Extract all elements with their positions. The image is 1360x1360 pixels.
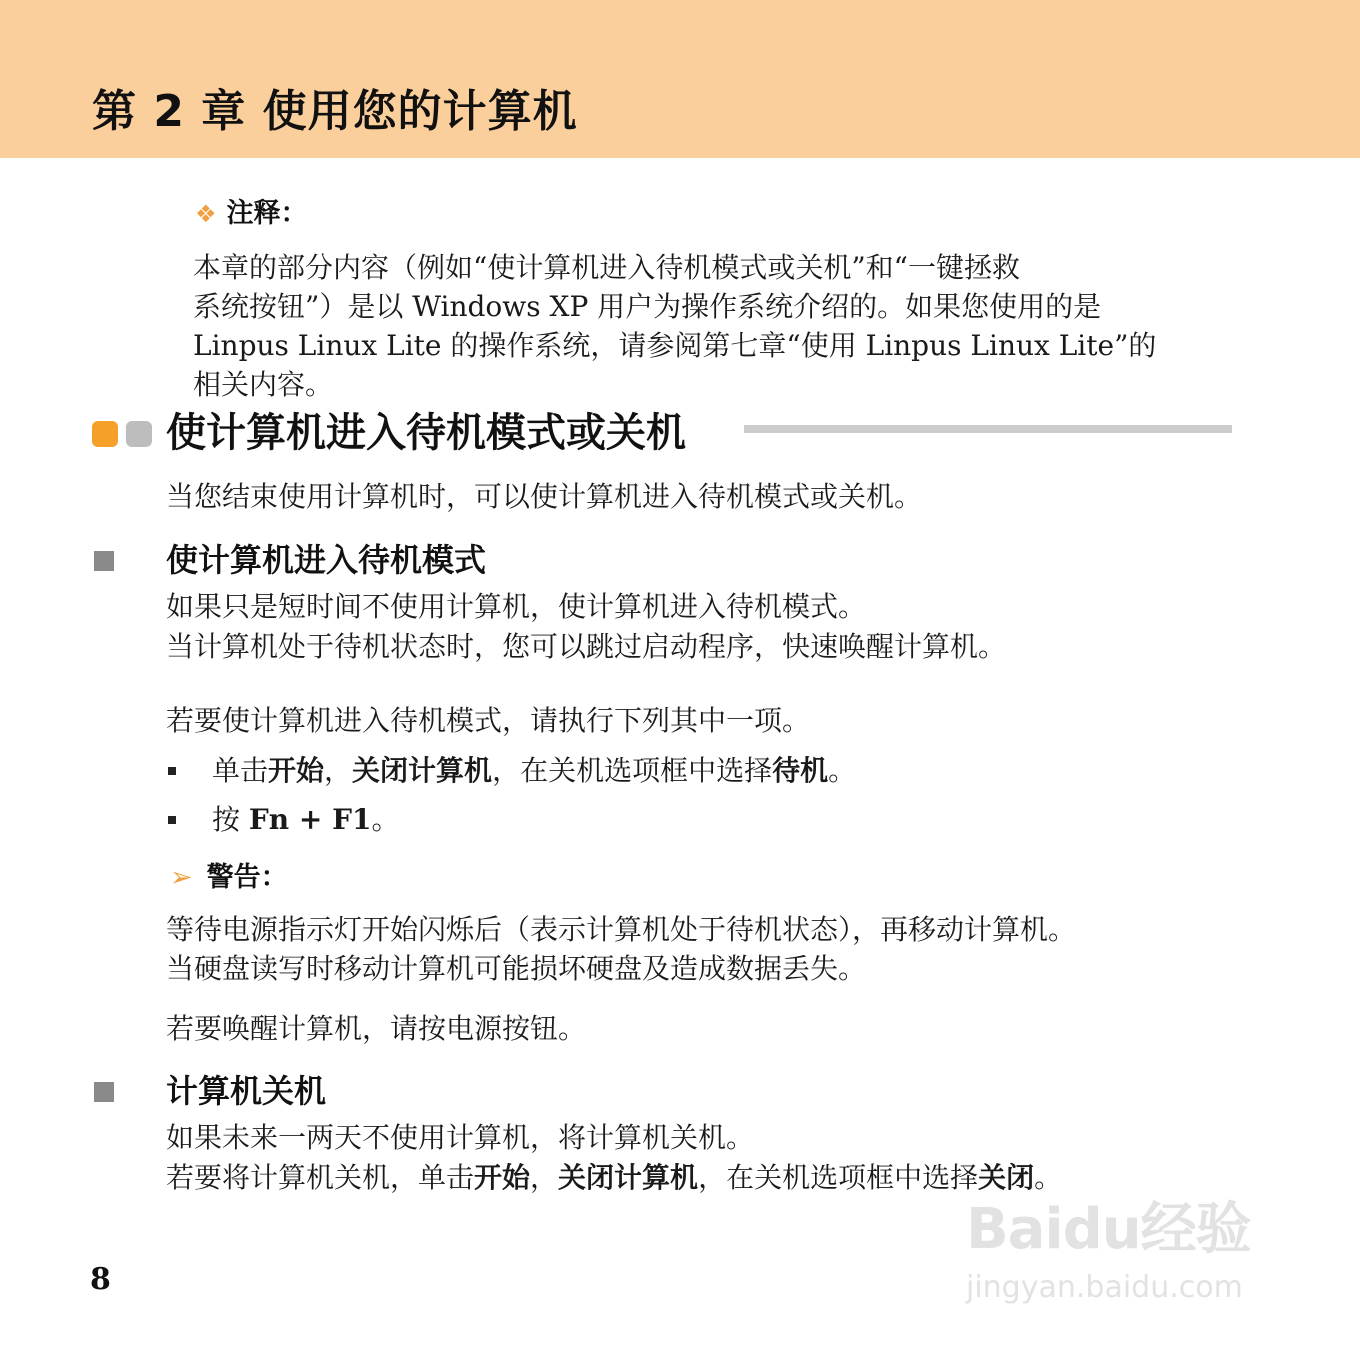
text: ， (324, 754, 353, 787)
section-rule (744, 425, 1232, 433)
text: ，在关机选项框中选择 (698, 1161, 979, 1194)
text: ， (530, 1161, 559, 1194)
section-title: 使计算机进入待机模式或关机 (166, 410, 686, 456)
option-off: 关闭 (978, 1161, 1035, 1194)
square-icon (94, 1082, 114, 1102)
watermark-url: jingyan.baidu.com (966, 1270, 1243, 1305)
text: 单击 (212, 754, 269, 787)
note-line: Linpus Linux Lite 的操作系统，请参阅第七章“使用 Linpus Linux Lite”的 (193, 329, 1157, 362)
note-line: 相关内容。 (193, 368, 334, 401)
gray-square-icon (126, 421, 152, 447)
standby-how: 若要使计算机进入待机模式，请执行下列其中一项。 (166, 704, 811, 737)
square-icon (94, 551, 114, 571)
note-label: 注释： (226, 198, 308, 229)
standby-bullet-1 (212, 752, 856, 790)
key-combo: Fn + F1 (248, 803, 372, 836)
warning-heading (170, 860, 288, 896)
wake-instruction: 若要唤醒计算机，请按电源按钮。 (166, 1012, 587, 1045)
text: 按 (212, 803, 249, 836)
menu-start: 开始 (474, 1161, 531, 1194)
text: 。 (828, 754, 857, 787)
text: 。 (371, 803, 400, 836)
chapter-title: 第 2 章 使用您的计算机 (92, 86, 578, 137)
watermark-logo: Baidu经验 (966, 1197, 1251, 1262)
standby-bullet-2 (212, 801, 399, 839)
warning-label: 警告： (206, 862, 288, 893)
chapter-header (0, 0, 1360, 158)
menu-shutdown: 关闭计算机 (352, 754, 493, 787)
warning-line-1: 等待电源指示灯开始闪烁后（表示计算机处于待机状态），再移动计算机。 (166, 913, 1077, 946)
small-square-icon (168, 767, 176, 775)
text: 。 (1034, 1161, 1063, 1194)
note-body (193, 248, 1223, 404)
text: 若要将计算机关机，单击 (166, 1161, 475, 1194)
shutdown-line-2 (166, 1159, 1062, 1197)
watermark (966, 1198, 1251, 1306)
warning-line-2: 当硬盘读写时移动计算机可能损坏硬盘及造成数据丢失。 (166, 952, 867, 985)
note-line: 系统按钮”）是以 Windows XP 用户为操作系统介绍的。如果您使用的是 (193, 290, 1102, 323)
section-intro: 当您结束使用计算机时，可以使计算机进入待机模式或关机。 (166, 480, 923, 513)
text: ，在关机选项框中选择 (492, 754, 773, 787)
standby-line-1: 如果只是短时间不使用计算机，使计算机进入待机模式。 (166, 590, 867, 623)
note-heading (195, 196, 308, 232)
shutdown-title: 计算机关机 (166, 1072, 327, 1110)
shutdown-line-1: 如果未来一两天不使用计算机，将计算机关机。 (166, 1121, 755, 1154)
standby-title: 使计算机进入待机模式 (166, 541, 487, 579)
option-standby: 待机 (772, 754, 829, 787)
page-number: 8 (90, 1262, 111, 1297)
small-square-icon (168, 816, 176, 824)
menu-shutdown: 关闭计算机 (558, 1161, 699, 1194)
standby-line-2: 当计算机处于待机状态时，您可以跳过启动程序，快速唤醒计算机。 (166, 630, 1007, 663)
section-heading (92, 408, 1234, 460)
orange-square-icon (92, 421, 118, 447)
arrow-icon: ➢ (170, 862, 193, 893)
diamond-icon: ❖ (195, 200, 217, 228)
note-line: 本章的部分内容（例如“使计算机进入待机模式或关机”和“一键拯救 (193, 251, 1020, 284)
menu-start: 开始 (268, 754, 325, 787)
